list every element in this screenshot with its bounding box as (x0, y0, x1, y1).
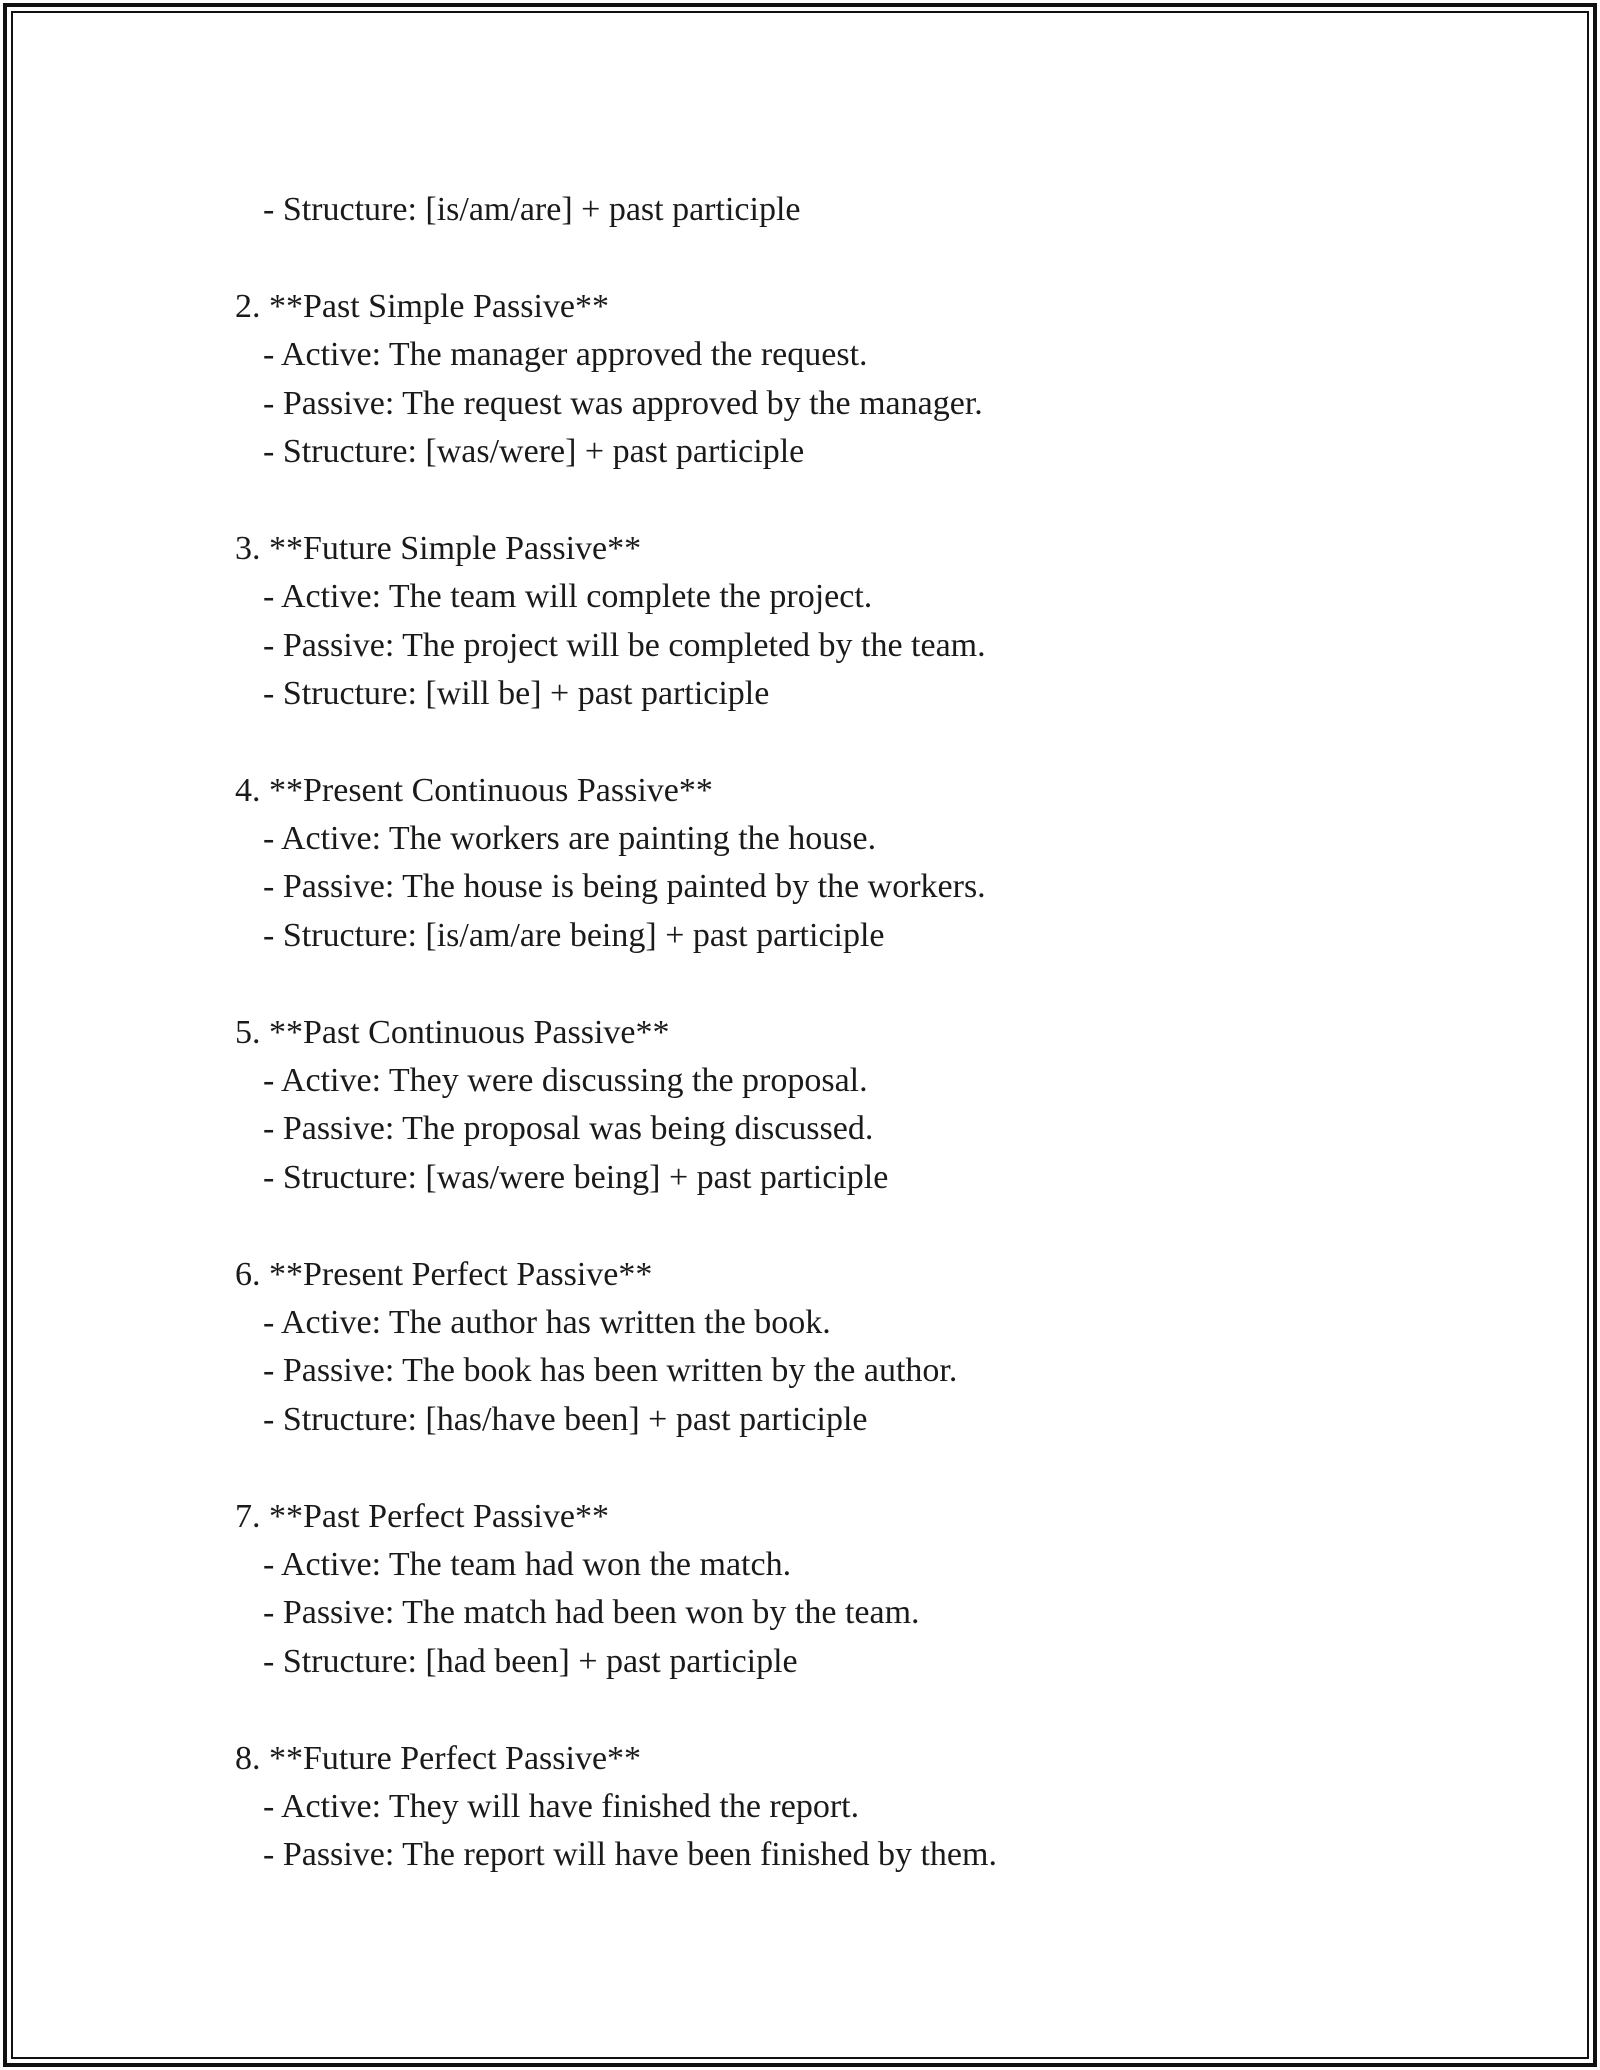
section-past-simple-passive (235, 283, 1435, 477)
active-example: - Active: The workers are painting the house. (263, 820, 877, 858)
document-body (235, 186, 1435, 1880)
structure-line: - Structure: [is/am/are being] + past participle (263, 916, 885, 954)
active-example: - Active: The manager approved the request. (263, 336, 868, 374)
section-past-perfect-passive (235, 1493, 1435, 1687)
spacer (235, 1686, 1435, 1734)
active-example: - Active: The author has written the book. (263, 1303, 831, 1341)
passive-example: - Passive: The house is being painted by the workers. (263, 868, 986, 906)
spacer (235, 476, 1435, 524)
structure-line: - Structure: [will be] + past participle (263, 674, 770, 712)
section-heading: 5. **Past Continuous Passive** (235, 1013, 670, 1051)
spacer (235, 718, 1435, 766)
passive-example: - Passive: The request was approved by the manager. (263, 384, 983, 422)
active-example: - Active: They were discussing the proposal. (263, 1062, 868, 1100)
section-future-perfect-passive (235, 1735, 1435, 1880)
section-past-continuous-passive (235, 1009, 1435, 1203)
section-present-perfect-passive (235, 1251, 1435, 1445)
section-heading: 2. **Past Simple Passive** (235, 287, 610, 325)
section-present-continuous-passive (235, 767, 1435, 961)
spacer (235, 1444, 1435, 1492)
structure-line: - Structure: [had been] + past participle (263, 1642, 798, 1680)
passive-example: - Passive: The project will be completed by the team. (263, 626, 986, 664)
spacer (235, 1202, 1435, 1250)
section-heading: 4. **Present Continuous Passive** (235, 771, 713, 809)
structure-line: - Structure: [has/have been] + past participle (263, 1400, 868, 1438)
structure-line: - Structure: [was/were] + past participle (263, 432, 805, 470)
passive-example: - Passive: The report will have been finished by them. (263, 1836, 997, 1874)
section-heading: 6. **Present Perfect Passive** (235, 1255, 653, 1293)
section-heading: 3. **Future Simple Passive** (235, 529, 642, 567)
section-future-simple-passive (235, 525, 1435, 719)
active-example: - Active: The team had won the match. (263, 1545, 792, 1583)
passive-example: - Passive: The match had been won by the team. (263, 1594, 920, 1632)
intro-structure-line: - Structure: [is/am/are] + past participle (263, 191, 801, 228)
spacer (235, 960, 1435, 1008)
section-heading: 7. **Past Perfect Passive** (235, 1497, 609, 1535)
structure-line: - Structure: [was/were being] + past participle (263, 1158, 889, 1196)
active-example: - Active: They will have finished the report. (263, 1787, 860, 1825)
section-heading: 8. **Future Perfect Passive** (235, 1739, 642, 1777)
passive-example: - Passive: The proposal was being discussed. (263, 1110, 874, 1148)
active-example: - Active: The team will complete the project. (263, 578, 873, 616)
spacer (235, 234, 1435, 282)
passive-example: - Passive: The book has been written by the author. (263, 1352, 958, 1390)
